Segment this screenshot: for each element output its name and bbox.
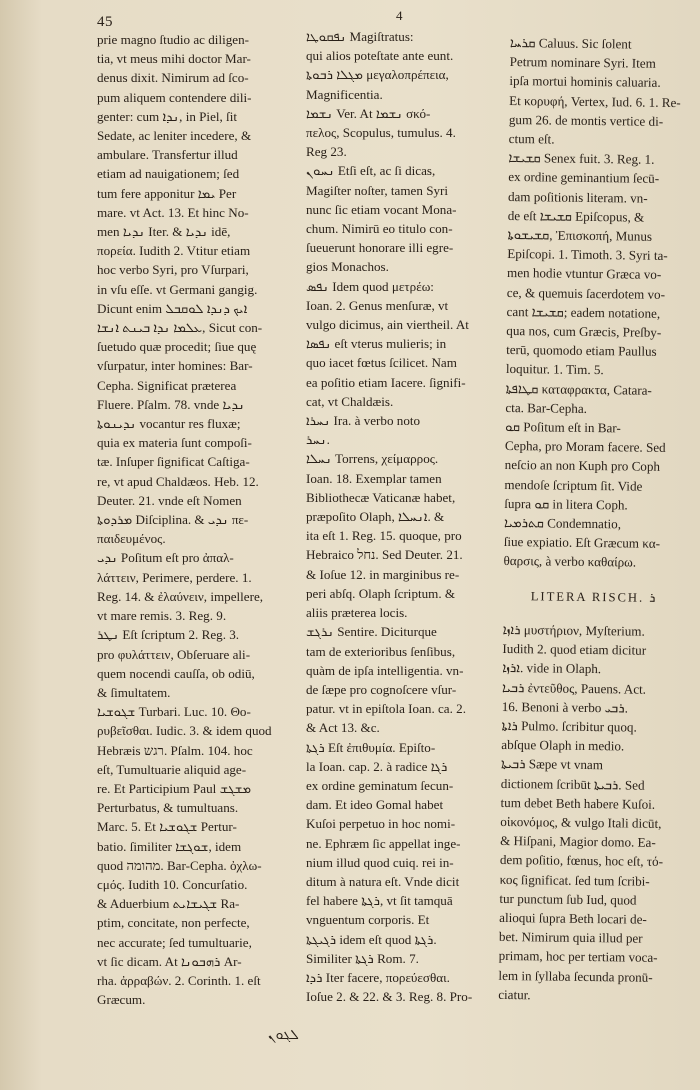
text-line: cant ܩܫܝܫܐ; eadem notatione, xyxy=(506,303,661,321)
text-line: de eſt ܩܫܝܫܐ Epiſcopus, & xyxy=(507,207,645,225)
text-line: θαρσις, à verbo καθαίρω. xyxy=(503,553,637,571)
text-line: Magiſter noſter, tamen Syri xyxy=(306,182,449,198)
text-line: Ioſue 2. & 22. & 3. Reg. 8. Pro- xyxy=(306,989,473,1005)
text-line: primam, hoc per tertiam voca- xyxy=(498,948,658,966)
text-line: gios Monachos. xyxy=(306,259,389,275)
text-line: ܢܚܪ. xyxy=(306,432,330,448)
column-left xyxy=(97,30,302,1009)
text-line: men ܢܕܝܐ Iter. & ܢܕܝܐ idē, xyxy=(97,224,231,240)
text-line: tum debet Beth habere Kuſoi. xyxy=(500,794,656,812)
text-line: ܢܪܓܫ Sentire. Diciturque xyxy=(306,624,437,640)
text-line: Perturbatus, & tumultuans. xyxy=(97,800,239,816)
text-line: vulgo dicimus, ain viertheil. At xyxy=(306,317,469,333)
text-line: alioqui ſupra Beth locari de- xyxy=(499,909,647,927)
column-right xyxy=(498,33,690,1006)
text-line: fel habere ܪܓܬܐ, vt ſit tamquā xyxy=(306,893,453,909)
text-line: nunc ſic etiam vocant Mona- xyxy=(306,201,457,217)
text-line: ex ordine geminantium ſecū- xyxy=(508,169,660,187)
text-line: Marc. 5. Et ܫܓܘܫܝܐ Pertur- xyxy=(97,819,237,835)
text-line: tam de exterioribus ſenſibus, xyxy=(306,643,456,659)
text-line: eſt, Tumultuarie aliquid age- xyxy=(97,761,247,777)
text-line: ne. Ephræm ſic appellat inge- xyxy=(306,835,461,851)
text-line: præpoſito Olaph, ܐܢܚܠܐ. & xyxy=(306,509,445,525)
text-line: quàm de ipſa intelligentia. vn- xyxy=(306,662,464,678)
text-line: ܢܛܪ Eſt ſcriptum 2. Reg. 3. xyxy=(97,627,240,643)
text-line: ܩܫܝܫܘܬܐ, Ἐπισκοπή, Munus xyxy=(507,227,653,244)
text-line: Reg. 14. & ἐλαύνειν, impellere, xyxy=(97,588,264,604)
text-line: denus dixit. Nimirum ad ſco- xyxy=(97,70,249,86)
text-line: ܩܘ Poſitum eſt in Bar- xyxy=(505,419,621,436)
text-line: vnguentum corporis. Et xyxy=(306,912,430,928)
text-line: tia, vt meus mihi doctor Mar- xyxy=(97,51,251,67)
text-line: ܢܚܘܢ Etſi eſt, ac ſi dicas, xyxy=(306,163,436,179)
text-line: vt mare remis. 3. Reg. 9. xyxy=(97,608,227,624)
text-line: pro φυλάττειν, Obſeruare ali- xyxy=(97,646,251,662)
text-line: ρυβεῖσθαι. Iudic. 3. & idem quod xyxy=(97,723,272,739)
text-line: ipſa mortui hominis caluaria. xyxy=(509,73,661,91)
text-line: 16. Benoni à verbo ܪܒܝ. xyxy=(501,698,629,716)
text-line: ܢܕܝܢܘܬܐ vocantur res fluxæ; xyxy=(97,416,241,432)
text-line: de ſæpe pro cognoſcere vſur- xyxy=(306,681,457,697)
text-line: Petrum nominare Syri. Item xyxy=(509,54,656,71)
text-line: ܢܚܪܐ Ira. à verbo noto xyxy=(306,413,421,429)
text-line: ܩܛܐܦܬܐ καταφρακτα, Catara- xyxy=(505,380,652,398)
text-line: ex ordine geminatum ſecun- xyxy=(306,777,454,793)
text-line: Sedate, ac leniter incedere, & xyxy=(97,128,252,144)
text-line: Reg 23. xyxy=(306,144,347,160)
text-line: ܫܓܘܫܝܐ Turbari. Luc. 10. Θο- xyxy=(97,704,251,720)
text-line: tum fere apponitur ܝܡܐ Per xyxy=(97,185,237,201)
text-line: vſurpatur, inter homines: Bar- xyxy=(97,358,253,374)
column-middle xyxy=(306,27,506,1006)
text-line: & Hiſpani, Magior domo. Ea- xyxy=(500,833,656,850)
column-right-lower xyxy=(498,620,683,1006)
text-line: ditum à natura eſt. Vnde dicit xyxy=(306,873,460,889)
text-line: ܩܬܪܡܝܐ Condemnatio, xyxy=(503,515,622,532)
text-line: patur. vt in epiſtola Ioan. ca. 2. xyxy=(306,701,466,717)
text-line: prie magno ſtudio ac diligen- xyxy=(97,32,249,47)
text-line: Hebraico נחל. Sed Deuter. 21. xyxy=(306,547,463,563)
text-line: Magnificentia. xyxy=(306,86,383,102)
text-line: λάττειν, Perimere, perdere. 1. xyxy=(97,569,252,585)
text-line: ܪܐܬܐ Pulmo. ſcribitur quoq. xyxy=(501,717,637,735)
text-line: hoc verbo Syri, pro Vſurpari, xyxy=(97,262,249,278)
text-line: in vſu eſſe. vt Germani gangig. xyxy=(97,281,258,297)
text-line: quia ex materia ſunt compoſi- xyxy=(97,435,252,451)
text-line: ܪܓܬܐ Eſt ἐπιθυμία. Epiſto- xyxy=(306,739,436,755)
text-line: ܡܪܕܘܬܐ Diſciplina. & ܢܕܝ πε- xyxy=(97,512,249,528)
text-line: pum aliquem contendere dili- xyxy=(97,89,252,105)
text-line: etiam ad nauigationem; ſed xyxy=(97,166,240,182)
text-line: πορεία. Iudith 2. Vtitur etiam xyxy=(97,243,251,259)
text-line: genter: cum ܢܕܐ, in Piel, ſit xyxy=(97,108,237,124)
text-line: Fluere. Pſalm. 78. vnde ܢܕܝܐ xyxy=(97,396,245,412)
text-line: Græcum. xyxy=(97,992,146,1008)
column-right-upper xyxy=(503,33,690,573)
text-line: ܢܦܣ Idem quod μετρέω: xyxy=(306,278,434,294)
text-line: ambulare. Transfertur illud xyxy=(97,147,238,163)
text-line: κος ſignificat. ſed tum ſcribi- xyxy=(499,871,650,889)
text-line: ܪܕܐ Iter facere, πορεύεσθαι. xyxy=(306,969,450,985)
text-line: dam. Et ideo Gomal habet xyxy=(306,797,444,813)
text-line: qui alios poteſtate ante eunt. xyxy=(306,48,454,64)
text-line: dam poſitionis literam. vn- xyxy=(507,188,648,206)
text-line: ܪܒܝܬܐ Sæpe vt vnam xyxy=(500,756,604,773)
text-line: nec accurate; ſed tumultuarie, xyxy=(97,934,252,950)
text-line: ܥܠܡܐ ܢܕܐ ܒܝܢܬ ܐܢܫܐ, Sicut con- xyxy=(97,320,263,336)
text-line: mendoſe ſcriptum ſit. Vide xyxy=(504,476,643,494)
text-line: ܢܦܣܐ eſt vterus mulieris; in xyxy=(306,336,447,352)
text-line: ce, & quemuis ſacerdotem vo- xyxy=(506,284,666,302)
text-line: ptim, concitate, non perfecte, xyxy=(97,915,250,931)
text-line: Similiter ܪܓܬܐ Rom. 7. xyxy=(306,950,419,966)
text-line: dem poſitio, fœnus, hoc eſt, τό- xyxy=(499,852,664,870)
text-line: ea poſitio etiam Iacere. ſignifi- xyxy=(306,374,466,390)
text-line: Deuter. 21. vnde eſt Nomen xyxy=(97,492,242,508)
signature-mark: 4 xyxy=(396,8,403,23)
page-number: 45 xyxy=(97,14,113,30)
text-line: abſque Olaph in medio. xyxy=(501,737,625,754)
text-line: nium illud quod cuiq. rei in- xyxy=(306,854,454,870)
text-line: ciatur. xyxy=(498,986,531,1003)
text-line: ܢܕܝ Poſitum eſt pro ἀπαλ- xyxy=(97,550,234,566)
text-line: re, vt apud Chaldæos. Heb. 12. xyxy=(97,473,259,489)
text-line: tur punctum ſub Iud, quod xyxy=(499,890,637,908)
text-line: Ioan. 2. Genus menſuræ, vt xyxy=(306,297,449,313)
text-line: Epiſcopi. 1. Timoth. 3. Syri ta- xyxy=(507,246,668,264)
text-line: & Ioſue 12. in marginibus re- xyxy=(306,566,460,582)
text-line: quod מהומה. Bar-Cepha. ὀχλω- xyxy=(97,857,262,873)
text-line: men hodie vtuntur Græca vo- xyxy=(506,265,662,283)
text-line: ܪܐܙܐ μυστήριον, Myſterium. xyxy=(502,621,645,639)
text-line: Et κορυφή, Vertex, Iud. 6. 1. Re- xyxy=(509,92,681,110)
text-line: mare. vt Act. 13. Et hinc No- xyxy=(97,204,249,220)
text-line: Iudith 2. quod etiam dicitur xyxy=(502,641,647,658)
text-line: qua nos, cum Græcis, Preſby- xyxy=(506,323,662,340)
text-line: aliis præterea locis. xyxy=(306,605,408,621)
text-line: vt ſic dicam. At ܪܗܒܘܢܐ Ar- xyxy=(97,953,242,969)
text-line: peri abſq. Olaph ſcriptum. & xyxy=(306,585,456,601)
text-line: οἰκονόμος, & vulgo Itali dicūt, xyxy=(500,813,662,831)
section-heading-risch: LITERA RISCH. ܪ xyxy=(530,588,656,605)
text-line: & Act 13. &c. xyxy=(306,720,380,736)
text-line: ſueuerunt honorare illi egre- xyxy=(306,240,454,256)
text-line: Ioan. 18. Exemplar tamen xyxy=(306,470,442,486)
text-line: ܩܪܚܐ Caluus. Sic ſolent xyxy=(509,34,632,52)
text-line: ctum eſt. xyxy=(508,131,555,147)
text-line: ſupra ܩܘ in litera Coph. xyxy=(504,495,628,513)
text-line: tæ. Inſuper ſignificat Caſtiga- xyxy=(97,454,250,470)
text-line: gum 26. de montis vertice di- xyxy=(508,111,664,129)
text-line: ϲμός. Iudith 10. Concurſatio. xyxy=(97,876,248,892)
text-line: Kuſoi perpetuo in hoc nomi- xyxy=(306,816,456,832)
text-line: cat, vt Chaldæis. xyxy=(306,393,394,409)
text-line: neſcio an non Kuph pro Coph xyxy=(504,457,661,475)
text-line: re. Et Participium Paul ܡܫܓܫ xyxy=(97,780,252,796)
text-line: chum. Nimirū eo titulo con- xyxy=(306,221,453,237)
text-line: ܡܓܠܐ ܪܒܘܬܐ μεγαλοπρέπεια, xyxy=(306,67,449,83)
text-line: cta. Bar-Cepha. xyxy=(505,399,588,416)
text-line: Hebræis רגש. Pſalm. 104. hoc xyxy=(97,742,253,758)
text-line: ܢܫܡܐ Ver. At ܢܫܡܐ σκό- xyxy=(306,105,431,121)
text-line: Dicunt enim ܐܝܟ ܕܢܕܐ ܠܘܩܒܠ xyxy=(97,300,248,316)
text-line: ita eſt 1. Reg. 15. quoque, pro xyxy=(306,528,462,544)
text-line: ܐܪܙܐ. vide in Olaph. xyxy=(502,660,602,677)
text-line: la Ioan. cap. 2. à radice ܪܓܐ xyxy=(306,758,448,774)
text-line: quo iacet fœtus ſcilicet. Nam xyxy=(306,355,457,371)
text-line: ܢܦܩܘܛܐ Magiſtratus: xyxy=(306,29,414,44)
text-line: ſiue expiatio. Eſt Græcum κα- xyxy=(503,534,661,552)
text-line: Bibliothecæ Vaticanæ habet, xyxy=(306,489,456,505)
text-line: quem nocendi cauſſa, ob odiū, xyxy=(97,665,255,681)
text-line: loquitur. 1. Tim. 5. xyxy=(505,361,604,378)
text-line: ܢܚܠܐ Torrens, χείμαρρος. xyxy=(306,451,439,467)
text-line: rha. ἀρραβών. 2. Corinth. 1. eſt xyxy=(97,972,261,988)
text-line: Cepha, pro Moram facere. Sed xyxy=(504,438,666,456)
text-line: & ſimultatem. xyxy=(97,684,171,700)
text-line: dictionem ſcribūt ܪܒܝܬܐ. Sed xyxy=(500,775,645,793)
text-line: Cepha. Significat præterea xyxy=(97,377,237,393)
text-line: ܪܒܝܐ ἐντεῦθος, Pauens. Act. xyxy=(501,679,647,697)
text-line: ſuetudo quæ procedit; ſiue quę xyxy=(97,339,257,355)
text-line: lem in ſyllaba ſecunda pronū- xyxy=(498,967,653,985)
text-line: ܪܓܝܓܬܐ idem eſt quod ܪܓܬܐ. xyxy=(306,931,437,947)
text-line: terū, quomodo etiam Paullus xyxy=(506,342,657,360)
text-line: & Aduerbium ܫܓܝܫܐܝܬ Ra- xyxy=(97,896,240,912)
text-line: παιδευμένος. xyxy=(97,531,166,547)
catchword: ܠܓܘܢ xyxy=(268,1028,299,1043)
text-line: πελος, Scopulus, tumulus. 4. xyxy=(306,125,456,141)
text-line: bet. Nimirum quia illud per xyxy=(498,929,643,946)
text-line: ܩܫܝܫܐ Senex fuit. 3. Reg. 1. xyxy=(508,150,655,167)
text-line: batio. ſimiliter ܫܘܓܫܐ, idem xyxy=(97,838,242,854)
